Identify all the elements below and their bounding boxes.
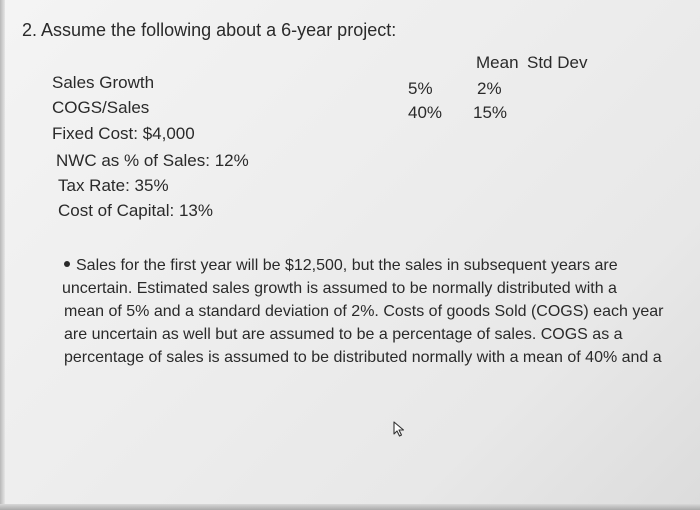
row-label-cost-of-capital: Cost of Capital: 13% (58, 201, 213, 220)
cogs-sales-mean: 40% (408, 103, 443, 122)
row-label-tax-rate: Tax Rate: 35% (58, 176, 169, 195)
sales-growth-mean: 5% (408, 79, 433, 98)
paragraph-line-4: are uncertain as well but are assumed to be a percentage of sales. COGS as a (64, 326, 623, 343)
sales-growth-std: 2% (477, 79, 502, 98)
page-bottom-edge (0, 504, 700, 510)
assumption-paragraph (64, 254, 664, 369)
paragraph-line-3: mean of 5% and a standard deviation of 2%. Costs of goods Sold (COGS) each year (64, 303, 664, 320)
page-left-edge (0, 0, 5, 510)
row-label-cogs-sales: COGS/Sales (52, 98, 150, 117)
mean-column-header: Mean (476, 53, 519, 72)
paragraph-line-5: percentage of sales is assumed to be distributed normally with a mean of 40% and a (64, 349, 662, 366)
paragraph-line-2: uncertain. Estimated sales growth is assumed to be normally distributed with a (62, 280, 617, 297)
paragraph-line-1 (64, 254, 664, 277)
mouse-cursor-icon (393, 421, 407, 437)
row-label-fixed-cost: Fixed Cost: $4,000 (52, 124, 195, 143)
paragraph-line-1-text: Sales for the first year will be $12,500, but the sales in subsequent years are (76, 257, 618, 274)
std-dev-column-header: Std Dev (527, 53, 588, 72)
question-heading: 2. Assume the following about a 6-year project: (22, 20, 397, 40)
cogs-sales-std: 15% (473, 103, 508, 122)
bullet-icon (64, 261, 70, 267)
row-label-nwc: NWC as % of Sales: 12% (56, 151, 249, 170)
row-label-sales-growth: Sales Growth (52, 73, 155, 92)
